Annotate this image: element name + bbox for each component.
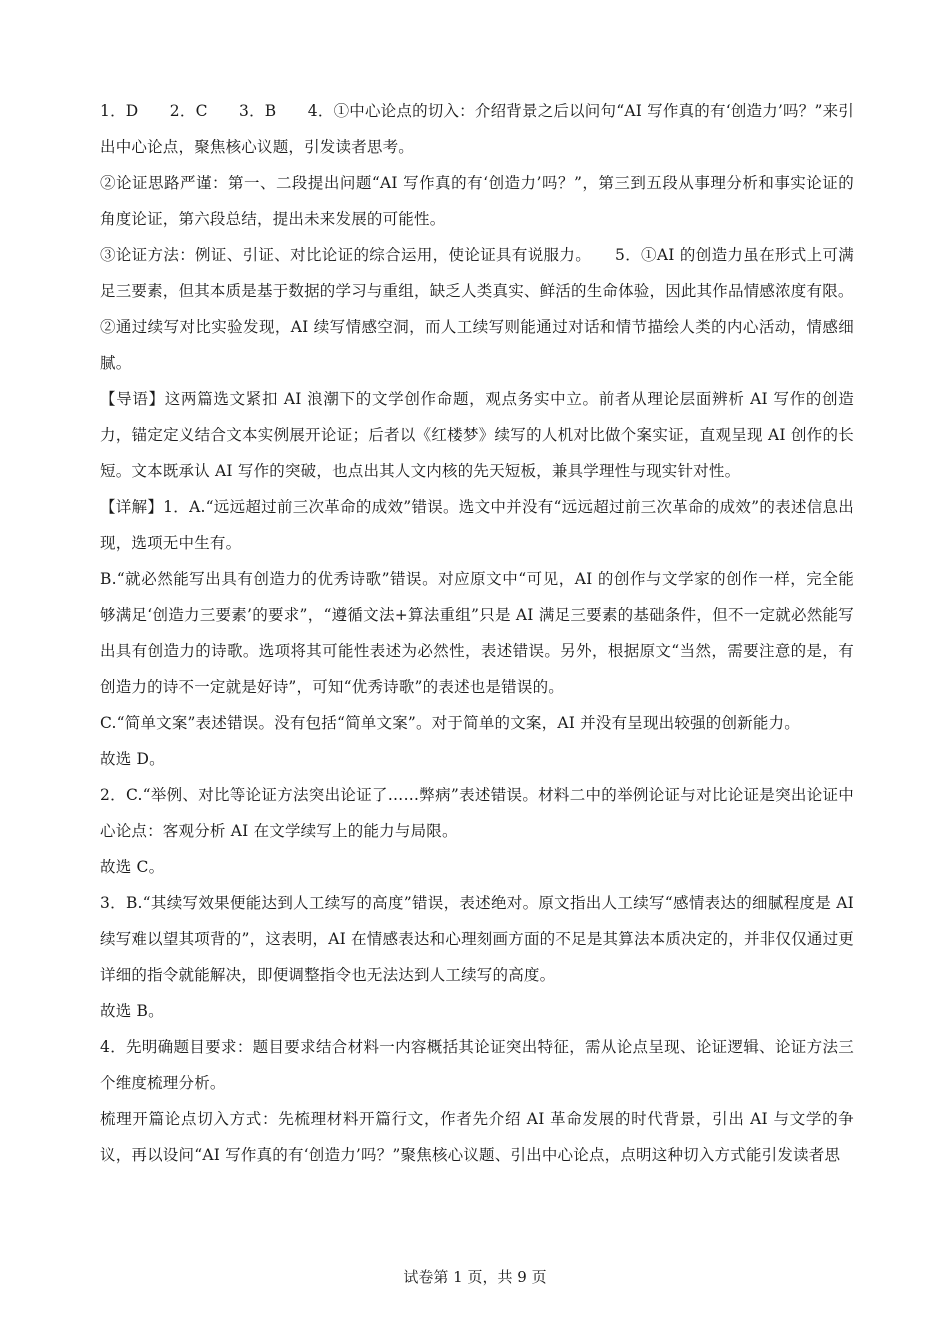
answer-paragraph: ③论证方法：例证、引证、对比论证的综合运用，使论证具有说服力。 5．①AI 的创造力虽在形式上可满足三要素，但其本质是基于数据的学习与重组，缺乏人类真实、鲜活的生命体验，因此其作品情感浓度有限。	[100, 246, 854, 300]
page-footer: 试卷第 1 页，共 9 页	[403, 1268, 547, 1286]
detail-paragraph: 【详解】1．A.“远远超过前三次革命的成效”错误。选文中并没有“远远超过前三次革命的成效”的表述信息出现，选项无中生有。	[100, 498, 854, 552]
answer-content	[100, 93, 860, 1173]
answer-paragraph: ②论证思路严谨：第一、二段提出问题“AI 写作真的有‘创造力’吗？”，第三到五段从事理分析和事实论证的角度论证，第六段总结，提出未来发展的可能性。	[100, 174, 854, 228]
guide-paragraph: 【导语】这两篇选文紧扣 AI 浪潮下的文学创作命题，观点务实中立。前者从理论层面辨析 AI 写作的创造力，锚定定义结合文本实例展开论证；后者以《红楼梦》续写的人机对比做个案实证，直观呈现 AI 创作的长短。文本既承认 AI 写作的突破，也点出其人文内核的先天短板，兼具学理性与现实针对性。	[100, 390, 854, 480]
answer-paragraph: 1．D 2．C 3．B 4．①中心论点的切入：介绍背景之后以问句“AI 写作真的有‘创造力’吗？”来引出中心论点，聚焦核心议题，引发读者思考。	[100, 102, 854, 156]
detail-paragraph: 4．先明确题目要求：题目要求结合材料一内容概括其论证突出特征，需从论点呈现、论证逻辑、论证方法三个维度梳理分析。	[100, 1038, 854, 1092]
detail-paragraph: B.“就必然能写出具有创造力的优秀诗歌”错误。对应原文中“可见，AI 的创作与文学家的创作一样，完全能够满足‘创造力三要素’的要求”，“遵循文法+算法重组”只是 AI 满足三要素的基础条件，但不一定就必然能写出具有创造力的诗歌。选项将其可能性表述为必然性，表述错误。另外，根据原文“当然，需要注意的是，有创造力的诗不一定就是好诗”，可知“优秀诗歌”的表述也是错误的。	[100, 570, 854, 696]
detail-paragraph: 梳理开篇论点切入方式：先梳理材料开篇行文，作者先介绍 AI 革命发展的时代背景，引出 AI 与文学的争议，再以设问“AI 写作真的有‘创造力’吗？”聚焦核心议题、引出中心论点，点明这种切入方式能引发读者思	[100, 1110, 854, 1164]
answer-paragraph: ②通过续写对比实验发现，AI 续写情感空洞，而人工续写则能通过对话和情节描绘人类的内心活动，情感细腻。	[100, 318, 854, 372]
detail-paragraph: 2．C.“举例、对比等论证方法突出论证了……弊病”表述错误。材料二中的举例论证与对比论证是突出论证中心论点：客观分析 AI 在文学续写上的能力与局限。	[100, 786, 854, 840]
choice-conclusion: 故选 D。	[100, 750, 165, 768]
detail-paragraph: C.“简单文案”表述错误。没有包括“简单文案”。对于简单的文案，AI 并没有呈现出较强的创新能力。	[100, 714, 800, 732]
choice-conclusion: 故选 C。	[100, 858, 165, 876]
choice-conclusion: 故选 B。	[100, 1002, 164, 1020]
detail-paragraph: 3．B.“其续写效果便能达到人工续写的高度”错误，表述绝对。原文指出人工续写“感情表达的细腻程度是 AI 续写难以望其项背的”，这表明，AI 在情感表达和心理刻画方面的不足是其算法本质决定的，并非仅仅通过更详细的指令就能解决，即便调整指令也无法达到人工续写的高度。	[100, 894, 860, 984]
